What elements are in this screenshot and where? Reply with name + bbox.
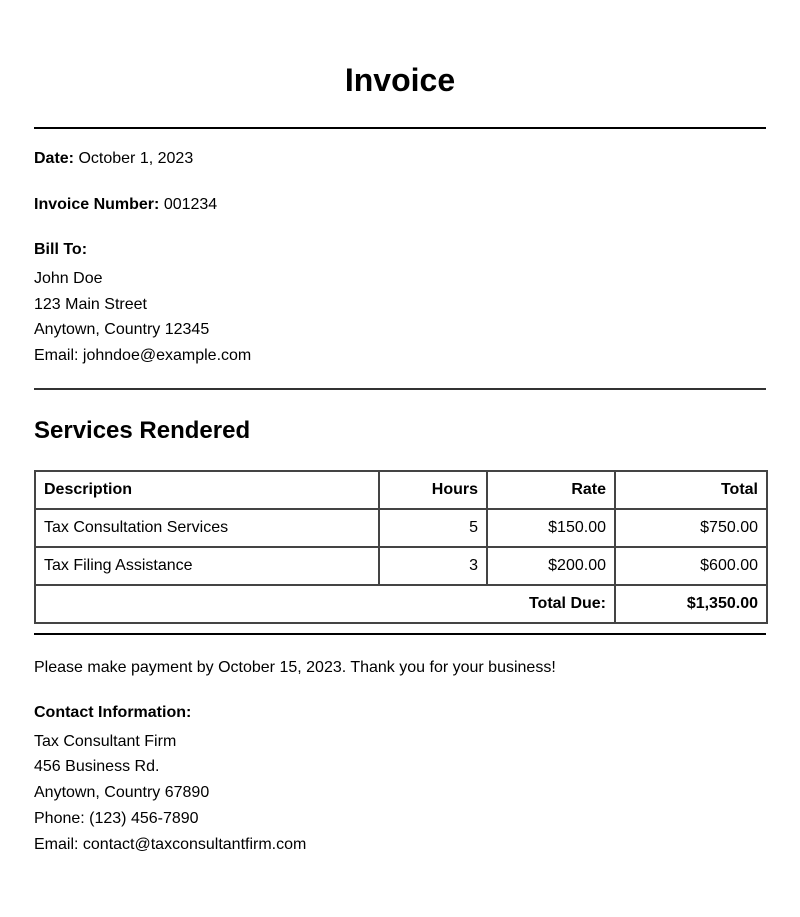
row-rate: $150.00 [487, 509, 615, 547]
contact-phone: Phone: (123) 456-7890 [34, 809, 199, 827]
date-value: October 1, 2023 [78, 150, 194, 167]
total-due-label: Total Due: [35, 585, 615, 623]
table-header-row [35, 471, 767, 509]
row-description: Tax Consultation Services [35, 509, 379, 547]
contact-email: Email: contact@taxconsultantfirm.com [34, 835, 307, 853]
services-table [34, 470, 768, 624]
contact-city: Anytown, Country 67890 [34, 784, 210, 802]
bill-to-label: Bill To: [34, 241, 88, 258]
payment-note: Please make payment by October 15, 2023. Thank you for your business! [34, 658, 556, 676]
table-row [35, 509, 767, 547]
header-total: Total [615, 471, 767, 509]
row-description: Tax Filing Assistance [35, 547, 379, 585]
invoice-title: Invoice [344, 62, 456, 98]
bill-to-city: Anytown, Country 12345 [34, 321, 210, 339]
invoice-date [34, 150, 766, 168]
header-hours: Hours [379, 471, 487, 509]
footer-divider [34, 633, 766, 635]
invoice-number-label: Invoice Number: [34, 196, 160, 213]
title-divider [34, 127, 766, 129]
services-title: Services Rendered [34, 416, 251, 444]
contact-firm: Tax Consultant Firm [34, 732, 177, 750]
section-divider [34, 388, 766, 390]
total-due-row [35, 585, 767, 623]
row-hours: 3 [379, 547, 487, 585]
bill-to-block [34, 241, 766, 369]
bill-to-name: John Doe [34, 270, 103, 287]
bill-to-email: Email: johndoe@example.com [34, 347, 252, 365]
date-label: Date: [34, 150, 75, 167]
invoice-number-value: 001234 [163, 196, 218, 213]
row-rate: $200.00 [487, 547, 615, 585]
row-total: $600.00 [615, 547, 767, 585]
header-rate: Rate [487, 471, 615, 509]
contact-block [34, 704, 766, 857]
bill-to-street: 123 Main Street [34, 295, 147, 313]
header-description: Description [35, 471, 379, 509]
total-due-value: $1,350.00 [615, 585, 767, 623]
table-row [35, 547, 767, 585]
row-hours: 5 [379, 509, 487, 547]
invoice-number [34, 196, 766, 214]
contact-street: 456 Business Rd. [34, 758, 160, 776]
contact-label: Contact Information: [34, 703, 192, 721]
row-total: $750.00 [615, 509, 767, 547]
